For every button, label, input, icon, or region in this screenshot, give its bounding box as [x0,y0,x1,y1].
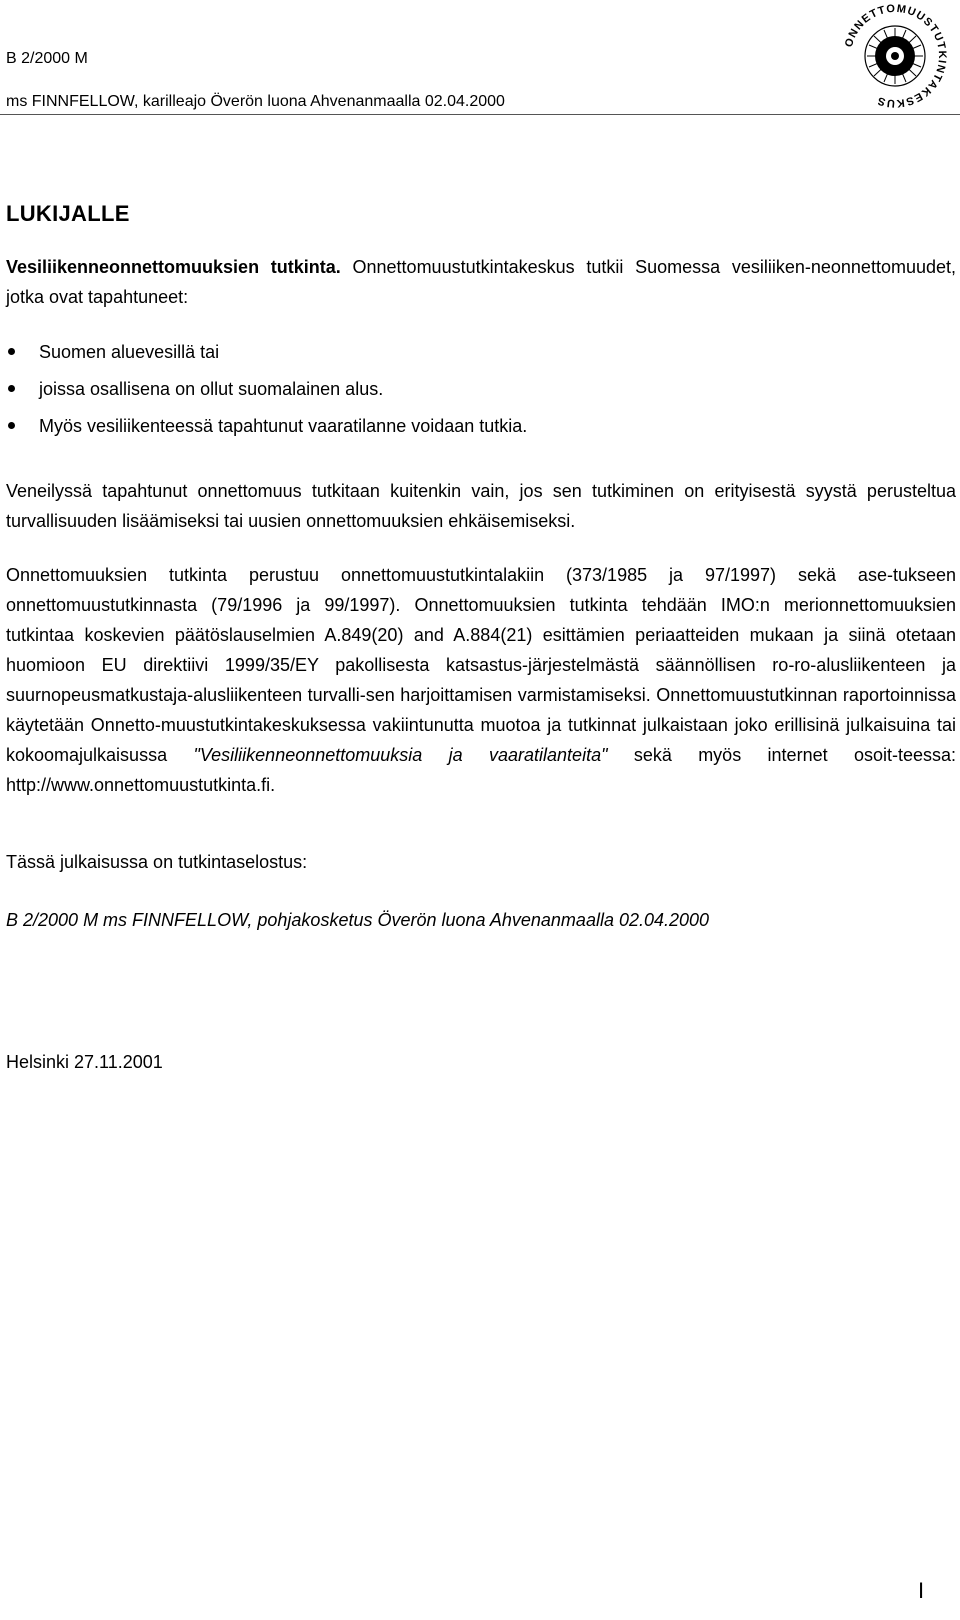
intro-paragraph [6,252,956,312]
list-item: Suomen aluevesillä tai [6,337,527,374]
leisure-paragraph: Veneilyssä tapahtunut onnettomuus tutkitaan kuitenkin vain, jos sen tutkiminen on erityisestä syystä perusteltua turvallisuuden lisäämiseksi tai uusien onnettomuuksien ehkäisemiseksi. [6,481,956,531]
legal-basis-paragraph [6,560,956,800]
legal-basis-text: Onnettomuuksien tutkinta perustuu onnettomuustutkintalakiin (373/1985 ja 97/1997) sekä ase-tukseen onnettomuustutkinnasta (79/1996 ja 99/1997). Onnettomuuksien tutkinta tehdään IMO:n merionnettomuuksien tutkintaa koskevien päätöslauselmien A.849(20) and A.884(21) esittämien periaatteiden mukaan ja siinä otetaan huomioon EU direktiivi 1999/35/EY pakollisesta katsastus-järjestelmästä säännöllisen ro-ro-alusliikenteen ja suurnopeusmatkustaja-alusliikenteen turvalli-sen harjoittamisen varmistamiseksi. Onnettomuustutkinnan raportoinnissa käytetään Onnetto-muustutkintakeskuksessa vakiintunutta muotoa ja tutkinnat julkaistaan joko erillisinä julkaisuina tai kokoomajulkaisussa [6,565,956,765]
bullet-icon [8,422,15,429]
page-title: LUKIJALLE [6,201,130,226]
publication-item: B 2/2000 M ms FINNFELLOW, pohjakosketus Överön luona Ahvenanmaalla 02.04.2000 [6,910,710,930]
header-rule [0,114,960,115]
intro-text: Onnettomuustutkintakeskus tutkii Suomessa vesiliiken-neonnettomuudet, jotka ovat tapahtuneet: [6,257,956,307]
legal-basis-text-end: sekä myös internet osoit-teessa: http://www.onnettomuustutkinta.fi. [6,745,956,795]
scope-bullet-list [6,337,527,448]
intro-bold-lead: Vesiliikenneonnettomuuksien tutkinta. [6,257,341,277]
list-item: joissa osallisena on ollut suomalainen alus. [6,374,527,411]
publication-intro: Tässä julkaisussa on tutkintaselostus: [6,852,308,872]
report-id: B 2/2000 M [6,50,88,67]
onnettomuustutkintakeskus-logo [836,2,954,110]
header-subtitle: ms FINNFELLOW, karilleajo Överön luona Ahvenanmaalla 02.04.2000 [6,93,505,110]
place-date: Helsinki 27.11.2001 [6,1052,163,1072]
bullet-icon [8,348,15,355]
list-item: Myös vesiliikenteessä tapahtunut vaaratilanne voidaan tutkia. [6,411,527,448]
svg-text:ONNETTOMUUSTUTKINTAKESKUS: ONNETTOMUUSTUTKINTAKESKUS [842,2,949,110]
page-number: I [918,1578,925,1603]
bullet-icon [8,385,15,392]
compilation-title: "Vesiliikenneonnettomuuksia ja vaaratilanteita" [193,745,608,765]
